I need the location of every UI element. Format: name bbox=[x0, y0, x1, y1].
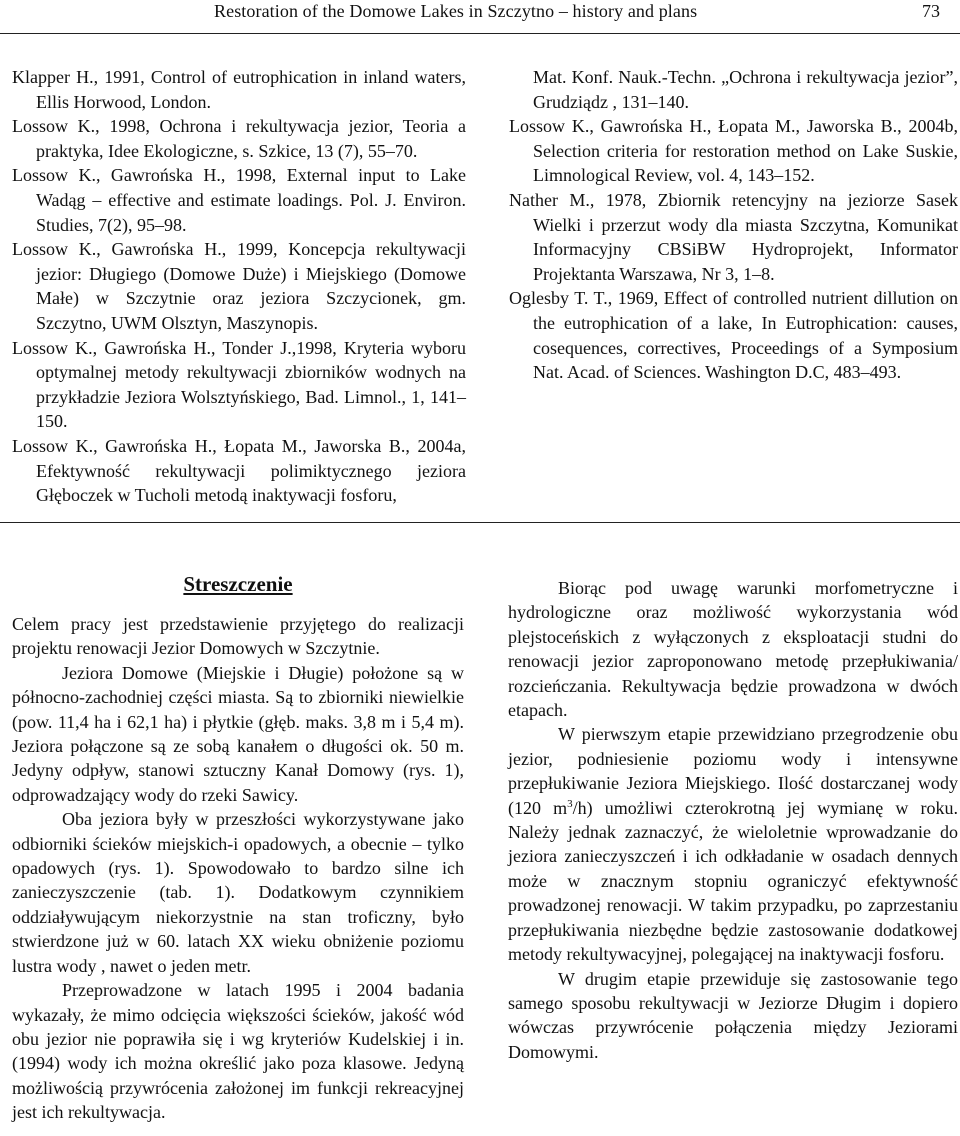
reference-entry: Lossow K., Gawrońska H., Łopata M., Jaworska B., 2004b, Selection criteria for restoration method on Lake Suskie, Limnological Review, vol. 4, 143–152. bbox=[509, 116, 958, 186]
page-number: 73 bbox=[922, 1, 940, 21]
references-right-column bbox=[509, 65, 958, 385]
abstract-right-column bbox=[508, 576, 958, 1064]
abstract-paragraph: Oba jeziora były w przeszłości wykorzystywane jako odbiorniki ścieków miejskich-i opadowych, a obecnie – tylko opadowych (rys. 1). Spowodowało to bardzo silne ich zanieczyszczenie (tab. 1). Dodatkowym czynnikiem oddziaływującym niekorzystnie na stan troficzny, było stwierdzone już w 60. latach XX wieku obniżenie poziomu lustra wody , nawet o jeden metr. bbox=[12, 809, 464, 976]
abstract-paragraph: Biorąc pod uwagę warunki morfometryczne i hydrologiczne oraz możliwość wykorzystania wód plejstoceńskich z wyłączonych z eksploatacji studni do renowacji jezior zaproponowano metodę przepłukiwania/ rozcieńczania. Rekultywacja będzie prowadzona w dwóch etapach. bbox=[508, 578, 958, 721]
section-divider bbox=[0, 522, 960, 523]
abstract-paragraph bbox=[508, 722, 958, 966]
page-header bbox=[0, 0, 960, 34]
abstract-paragraph: Jeziora Domowe (Miejskie i Długie) położone są w północno-zachodniej części miasta. Są to zbiorniki niewielkie (pow. 11,4 ha i 62,1 ha) i płytkie (głęb. maks. 3,8 m i 5,4 m). Jeziora połączone są ze sobą kanałem o długości ok. 50 m. Jedyny odpływ, stanowi sztuczny Kanał Domowy (rys. 1), odprowadzający wody do rzeki Sawicy. bbox=[12, 662, 464, 805]
reference-entry: Lossow K., Gawrońska H., 1999, Koncepcja rekultywacji jezior: Długiego (Domowe Duże) i Miejskiego (Domowe Małe) w Szczytnie oraz jeziora Szczycionek, gm. Szczytno, UWM Olsztyn, Maszynopis. bbox=[12, 239, 466, 333]
header-rule bbox=[0, 33, 960, 34]
references-left-column bbox=[12, 65, 466, 508]
reference-entry: Oglesby T. T., 1969, Effect of controlled nutrient dillution on the eutrophication of a lake, In Eutrophication: causes, cosequences, correctives, Proceedings of a Symposium Nat. Acad. of Sciences. Washington D.C, 483–493. bbox=[509, 288, 958, 383]
reference-entry: Nather M., 1978, Zbiornik retencyjny na jeziorze Sasek Wielki i przerzut wody dla miasta Szczytna, Komunikat Informacyjny CBSiBW Hydroprojekt, Informator Projektanta Warszawa, Nr 3, 1–8. bbox=[509, 189, 958, 284]
superscript: 3 bbox=[567, 797, 573, 810]
reference-entry: Lossow K., 1998, Ochrona i rekultywacja jezior, Teoria a praktyka, Idee Ekologiczne, s. Szkice, 13 (7), 55–70. bbox=[12, 116, 466, 161]
running-title: Restoration of the Domowe Lakes in Szczytno – history and plans bbox=[214, 1, 698, 21]
reference-continuation: Mat. Konf. Nauk.-Techn. „Ochrona i rekultywacja jezior”, Grudziądz , 131–140. bbox=[533, 67, 958, 112]
reference-entry: Lossow K., Gawrońska H., 1998, External input to Lake Wadąg – effective and estimate loadings. Pol. J. Environ. Studies, 7(2), 95–98. bbox=[12, 165, 466, 235]
paragraph-text: W pierwszym etapie przewidziano przegrodzenie obu jezior, podniesienie poziomu wody i intensywne przepłukiwanie Jeziora Miejskiego. Ilość dostarczanej wody (120 m bbox=[508, 724, 958, 818]
reference-entry: Klapper H., 1991, Control of eutrophication in inland waters, Ellis Horwood, London. bbox=[12, 67, 466, 112]
abstract-title: Streszczenie bbox=[183, 572, 293, 596]
abstract-paragraph: Celem pracy jest przedstawienie przyjętego do realizacji projektu renowacji Jezior Domowych w Szczytnie. bbox=[12, 614, 464, 659]
reference-entry: Lossow K., Gawrońska H., Tonder J.,1998, Kryteria wyboru optymalnej metody rekultywacji zbiorników wodnych na przykładzie Jeziora Wolsztyńskiego, Bad. Limnol., 1, 141–150. bbox=[12, 337, 466, 432]
abstract-paragraph: Przeprowadzone w latach 1995 i 2004 badania wykazały, że mimo odcięcia większości ścieków, jakość wód obu jezior nie poprawiła się i wg kryteriów Kudelskiej i in. (1994) wody ich można określić jako poza klasowe. Jedyną możliwością przywrócenia założonej im funkcji rekreacyjnej jest ich rekultywacja. bbox=[12, 980, 464, 1123]
abstract-left-column bbox=[12, 612, 464, 1125]
paragraph-text: /h) umożliwi czterokrotną jej wymianę w roku. Należy jednak zaznaczyć, że wieloletnie wprowadzanie do jeziora zanieczyszczeń i ich odkładanie w osadach dennych może w znacznym stopniu ograniczyć efektywność prowadzonej renowacji. W takim przypadku, po zaprzestaniu przepłukiwania niezbędne będzie zastosowanie dodatkowej metody rekultywacyjnej, polegającej na inaktywacji fosforu. bbox=[508, 797, 958, 965]
reference-entry: Lossow K., Gawrońska H., Łopata M., Jaworska B., 2004a, Efektywność rekultywacji polimiktycznego jeziora Głęboczek w Tucholi metodą inaktywacji fosforu, bbox=[12, 435, 466, 506]
abstract-paragraph: W drugim etapie przewiduje się zastosowanie tego samego sposobu rekultywacji w Jeziorze Długim i dopiero wówczas przywrócenie połączenia między Jeziorami Domowymi. bbox=[508, 968, 958, 1062]
